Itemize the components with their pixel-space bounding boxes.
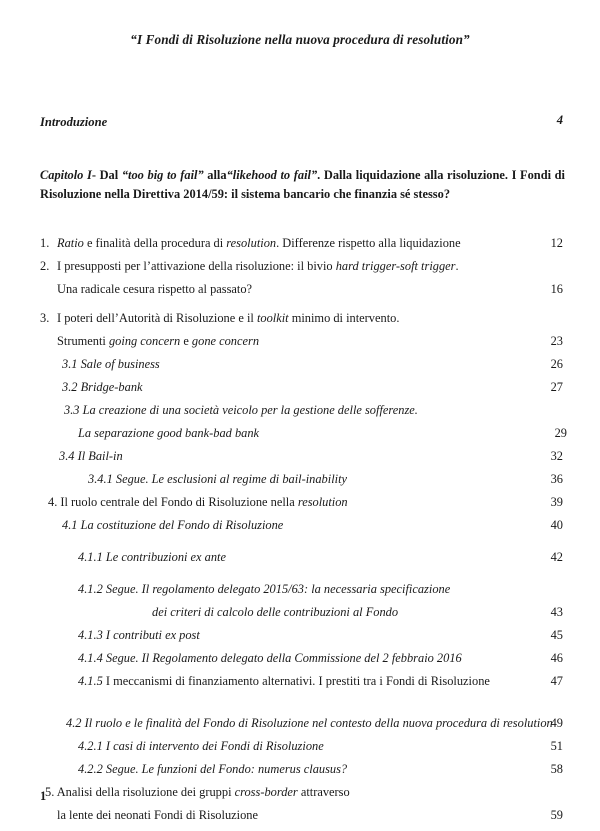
toc-entry-number: 2. bbox=[40, 259, 50, 273]
toc-entry[interactable] bbox=[0, 403, 600, 426]
toc-entry[interactable] bbox=[0, 311, 600, 334]
chapter-heading-part2: - Dal bbox=[91, 168, 122, 182]
toc-entry-text-segment: 3.4 Il Bail-in bbox=[59, 449, 123, 463]
toc-entry-page-number: 29 bbox=[554, 426, 567, 440]
toc-entry[interactable] bbox=[0, 651, 600, 674]
toc-entry-page-number: 36 bbox=[550, 472, 563, 486]
toc-entry-label bbox=[78, 651, 462, 666]
toc-entry[interactable] bbox=[0, 380, 600, 403]
toc-entry-label bbox=[57, 311, 399, 326]
chapter-heading-quote-2: “likehood to fail” bbox=[226, 168, 318, 182]
toc-entry-page-number: 47 bbox=[550, 674, 563, 688]
toc-entry-text-segment: Una radicale cesura rispetto al passato? bbox=[57, 282, 253, 296]
toc-entry[interactable] bbox=[0, 808, 600, 831]
toc-entry-text-segment: 3.1 Sale of business bbox=[62, 357, 160, 371]
footer-page-number: 1 bbox=[40, 789, 47, 803]
page-title: “I Fondi di Risoluzione nella nuova procedura di resolution” bbox=[130, 32, 470, 47]
toc-entry[interactable] bbox=[0, 334, 600, 357]
toc-entry-label bbox=[62, 518, 283, 533]
toc-entry-number: 1. bbox=[40, 236, 50, 250]
toc-entry-text-segment: cross-border bbox=[234, 785, 298, 799]
chapter-heading-quote-1: “too big to fail” bbox=[121, 168, 204, 182]
toc-entry-page-number: 23 bbox=[550, 334, 563, 348]
toc-entry-text-segment: I meccanismi di finanziamento alternativi. I prestiti tra i Fondi di Risoluzione bbox=[102, 674, 490, 688]
toc-entry-text-segment: resolution bbox=[226, 236, 277, 250]
toc-entry-text-segment: . bbox=[455, 259, 459, 273]
toc-entry-text-segment: 4.2.1 I casi di intervento dei Fondi di Risoluzione bbox=[78, 739, 324, 753]
toc-entry-page-number: 4 bbox=[556, 113, 563, 127]
toc-entry-text-segment: e bbox=[180, 334, 192, 348]
toc-entry-text-segment: toolkit bbox=[256, 311, 289, 325]
chapter-heading bbox=[40, 166, 565, 204]
toc-entry[interactable] bbox=[0, 762, 600, 785]
toc-entry[interactable] bbox=[0, 674, 600, 697]
toc-entry-text-segment: 5. Analisi della risoluzione dei gruppi bbox=[45, 785, 235, 799]
toc-entry-page-number: 27 bbox=[550, 380, 563, 394]
toc-entry-text-segment: 4.1.1 Le contribuzioni ex ante bbox=[78, 550, 226, 564]
toc-entry-page-number: 46 bbox=[550, 651, 563, 665]
toc-entry-label bbox=[78, 628, 200, 643]
toc-entry[interactable] bbox=[0, 495, 600, 518]
toc-entry-page-number: 58 bbox=[550, 762, 563, 776]
toc-entry-label bbox=[78, 674, 490, 689]
toc-entry[interactable] bbox=[0, 716, 600, 739]
toc-entry-page-number: 49 bbox=[550, 716, 563, 730]
toc-entry-number: 3. bbox=[40, 311, 50, 325]
toc-entry-text-segment: 4. Il ruolo centrale del Fondo di Risoluzione nella bbox=[48, 495, 298, 509]
toc-entry-text-segment: 3.3 La creazione di una società veicolo per la gestione delle sofferenze. bbox=[64, 403, 418, 417]
toc-entry-page-number: 45 bbox=[550, 628, 563, 642]
toc-entry[interactable] bbox=[0, 518, 600, 541]
toc-entry-text-segment: 4.1.2 Segue. Il regolamento delegato 2015/63: la necessaria specificazione bbox=[78, 582, 451, 596]
toc-entry-label bbox=[45, 785, 350, 800]
chapter-heading-part4: alla bbox=[203, 168, 227, 182]
toc-entry-label bbox=[62, 357, 160, 372]
toc-entry[interactable] bbox=[0, 449, 600, 472]
toc-entry-page-number: 32 bbox=[550, 449, 563, 463]
toc-entry-text-segment: la lente dei neonati Fondi di Risoluzione bbox=[57, 808, 258, 822]
toc-entry-label bbox=[78, 426, 259, 441]
toc-entry-text-segment: 4.1.5 bbox=[78, 674, 103, 688]
toc-entry-label bbox=[78, 739, 324, 754]
toc-entry[interactable] bbox=[0, 259, 600, 282]
toc-entry-text-segment: going concern bbox=[108, 334, 181, 348]
toc-entry-label bbox=[57, 259, 459, 274]
toc-entry-text-segment: 4.2.2 Segue. Le funzioni del Fondo: numerus clausus? bbox=[78, 762, 348, 776]
toc-entry[interactable] bbox=[0, 605, 600, 628]
toc-entry[interactable] bbox=[0, 550, 600, 573]
toc-entry-label bbox=[78, 762, 347, 777]
toc-entry-page-number: 39 bbox=[550, 495, 563, 509]
toc-entry-text-segment: attraverso bbox=[297, 785, 350, 799]
toc-entry-label bbox=[88, 472, 347, 487]
toc-entry-text-segment: minimo di intervento. bbox=[288, 311, 400, 325]
toc-entry-text-segment: resolution bbox=[297, 495, 348, 509]
toc-entry-introduzione bbox=[40, 113, 563, 131]
toc-entry-page-number: 40 bbox=[550, 518, 563, 532]
toc-entry[interactable] bbox=[0, 739, 600, 762]
toc-entry[interactable] bbox=[0, 472, 600, 495]
toc-entry-text-segment: 4.1.4 Segue. Il Regolamento delegato della Commissione del 2 febbraio 2016 bbox=[78, 651, 462, 665]
toc-entry-text-segment: 3.4.1 Segue. Le esclusioni al regime di bail-inability bbox=[88, 472, 348, 486]
toc-entry-text-segment: 4.1 La costituzione del Fondo di Risoluzione bbox=[62, 518, 284, 532]
toc-entry-text-segment: I poteri dell’Autorità di Risoluzione e il bbox=[57, 311, 257, 325]
toc-entry-label bbox=[57, 334, 259, 349]
toc-entry-label bbox=[78, 582, 450, 597]
toc-entry-text-segment: hard trigger-soft trigger bbox=[335, 259, 456, 273]
toc-entry-text-segment: 3.2 Bridge-bank bbox=[62, 380, 143, 394]
toc-entry-text-segment: gone concern bbox=[191, 334, 260, 348]
toc-entry-label bbox=[59, 449, 123, 464]
toc-entry-page-number: 43 bbox=[550, 605, 563, 619]
toc-entry-text-segment: . Differenze rispetto alla liquidazione bbox=[276, 236, 461, 250]
toc-entry-label bbox=[57, 282, 252, 297]
chapter-heading-part6: . Dalla liquidazione alla risoluzione. I Fondi di Risoluzione nella Direttiva 2014/59: il sistema bancario che finanzia sé stesso? bbox=[40, 168, 565, 201]
toc-entry-text-segment: I presupposti per l’attivazione della risoluzione: il bivio bbox=[57, 259, 336, 273]
toc-entry-label bbox=[64, 403, 418, 418]
toc-entry-page-number: 26 bbox=[550, 357, 563, 371]
toc-entry-label bbox=[78, 550, 226, 565]
toc-entry-text-segment: Strumenti bbox=[57, 334, 109, 348]
toc-entry-label: Introduzione bbox=[40, 115, 108, 129]
toc-entry-label bbox=[152, 605, 398, 620]
toc-entry[interactable] bbox=[0, 785, 600, 808]
toc-entry-page-number: 42 bbox=[550, 550, 563, 564]
toc-entry-text-segment: e finalità della procedura di bbox=[83, 236, 227, 250]
toc-entry[interactable] bbox=[0, 282, 600, 305]
toc-entry-label bbox=[48, 495, 348, 510]
toc-entry[interactable] bbox=[0, 236, 600, 259]
toc-entry-label bbox=[62, 380, 143, 395]
toc-entry-page-number: 51 bbox=[550, 739, 563, 753]
toc-entry[interactable] bbox=[0, 357, 600, 380]
toc-entry-text-segment: 4.1.3 I contributi ex post bbox=[78, 628, 200, 642]
toc-entry-text-segment: dei criteri di calcolo delle contribuzioni al Fondo bbox=[152, 605, 399, 619]
toc-entry-label bbox=[57, 808, 258, 823]
toc-entry-label bbox=[66, 716, 553, 731]
toc-entry-text-segment: La separazione good bank-bad bank bbox=[78, 426, 260, 440]
toc-entry-label bbox=[57, 236, 461, 251]
toc-entry-page-number: 12 bbox=[550, 236, 563, 250]
toc-entry[interactable] bbox=[0, 426, 600, 449]
toc-entry[interactable] bbox=[0, 582, 600, 605]
toc-entry[interactable] bbox=[0, 628, 600, 651]
toc-entry-text-segment: 4.2 Il ruolo e le finalità del Fondo di Risoluzione nel contesto della nuova procedura di resolution bbox=[66, 716, 553, 730]
toc-entry-text-segment: Ratio bbox=[57, 236, 84, 250]
chapter-heading-label: Capitolo I bbox=[40, 168, 92, 182]
toc-entry-page-number: 59 bbox=[550, 808, 563, 822]
toc-entry-page-number: 16 bbox=[550, 282, 563, 296]
